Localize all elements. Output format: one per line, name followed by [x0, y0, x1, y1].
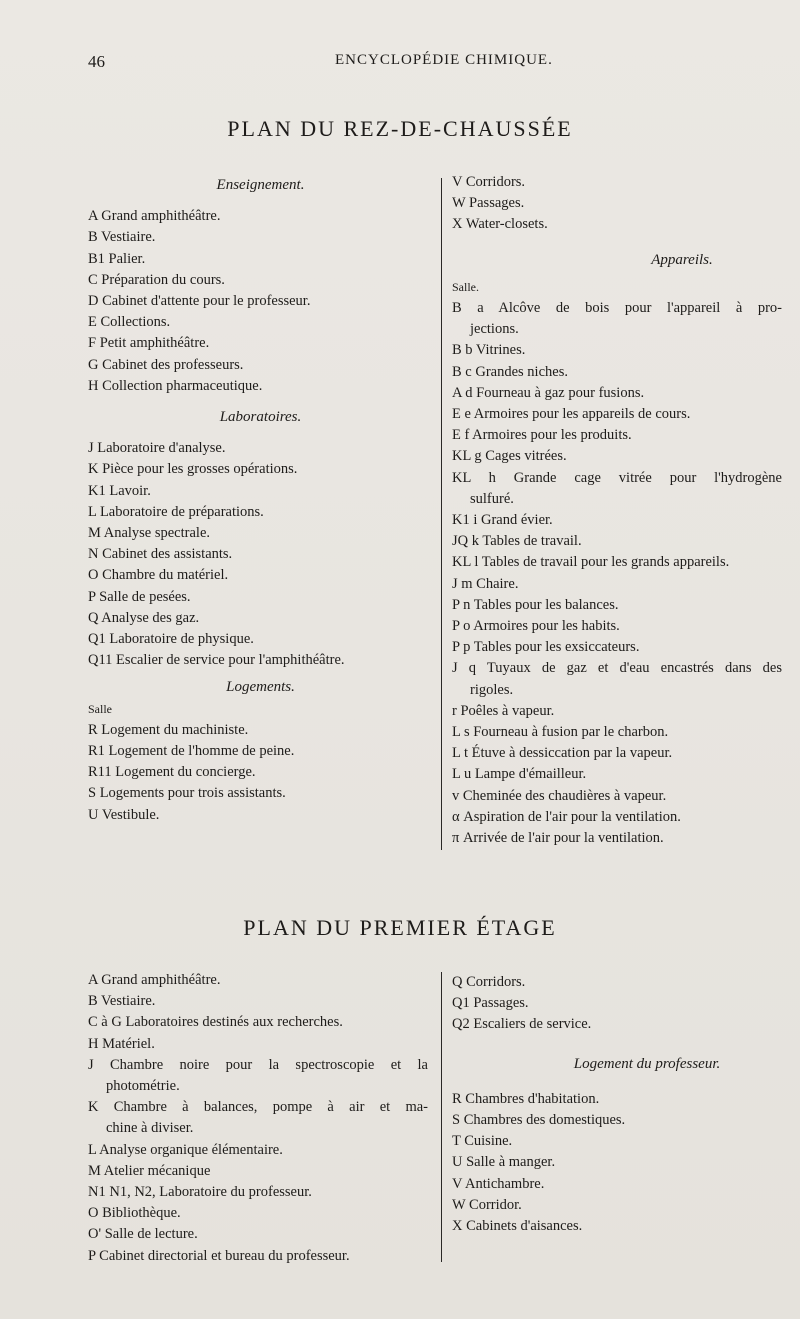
list-item: K Pièce pour les grosses opérations. [88, 461, 298, 478]
logement-professeur-heading: Logement du professeur. [573, 1055, 721, 1072]
list-item: X Water-closets. [452, 216, 548, 233]
list-item: R11 Logement du concierge. [88, 764, 256, 781]
first-floor-misc-list [452, 972, 782, 1036]
list-item: S Logements pour trois assistants. [88, 785, 286, 802]
list-item: W Passages. [452, 195, 525, 212]
list-item: O Chambre du matériel. [88, 567, 229, 584]
list-item: R1 Logement de l'homme de peine. [88, 743, 295, 760]
list-item: B c Grandes niches. [452, 363, 568, 380]
logements-subnote: Salle [88, 701, 112, 716]
ground-floor-right-column [452, 172, 782, 849]
list-item: K Chambre à balances, pompe à air et ma- [88, 1099, 428, 1116]
list-item: Q11 Escalier de service pour l'amphithéâtre. [88, 652, 345, 669]
list-item: jections. [470, 321, 519, 338]
list-item: r Poêles à vapeur. [452, 702, 555, 719]
first-floor-rooms-list [88, 970, 428, 1267]
appareils-list [452, 298, 782, 849]
list-item: F Petit amphithéâtre. [88, 335, 210, 352]
ground-floor-left-column [88, 175, 433, 826]
list-item: L Analyse organique élémentaire. [88, 1141, 283, 1158]
list-item: H Collection pharmaceutique. [88, 377, 263, 394]
column-divider-lower [441, 972, 442, 1262]
list-item: U Salle à manger. [452, 1154, 556, 1171]
list-item: V Corridors. [452, 174, 526, 190]
list-item: v Cheminée des chaudières à vapeur. [452, 787, 667, 804]
list-item: photométrie. [106, 1078, 180, 1095]
ground-floor-title: PLAN DU REZ-DE-CHAUSSÉE [227, 116, 573, 141]
list-item: A Grand amphithéâtre. [88, 208, 221, 225]
list-item: P Cabinet directorial et bureau du professeur. [88, 1247, 350, 1264]
list-item: H Matériel. [88, 1035, 155, 1052]
enseignement-heading: Enseignement. [216, 177, 305, 193]
list-item: W Corridor. [452, 1196, 522, 1213]
list-item: J q Tuyaux de gaz et d'eau encastrés dans des [452, 660, 782, 677]
list-item: L t Étuve à dessiccation par la vapeur. [452, 745, 673, 762]
list-item: C Préparation du cours. [88, 271, 225, 288]
list-item: L Laboratoire de préparations. [88, 503, 264, 520]
list-item: KL h Grande cage vitrée pour l'hydrogène [452, 469, 782, 486]
list-item: B Vestiaire. [88, 993, 156, 1010]
list-item: V Antichambre. [452, 1175, 545, 1192]
first-floor-left-column [88, 970, 428, 1267]
running-title: ENCYCLOPÉDIE CHIMIQUE. [335, 52, 553, 68]
list-item: α Aspiration de l'air pour la ventilation. [452, 808, 681, 825]
running-header [0, 52, 800, 76]
list-item: X Cabinets d'aisances. [452, 1218, 583, 1235]
list-item: KL g Cages vitrées. [452, 448, 567, 465]
list-item: B a Alcôve de bois pour l'appareil à pro- [452, 300, 782, 317]
column-divider [441, 178, 442, 850]
list-item: T Cuisine. [452, 1133, 513, 1150]
list-item: P o Armoires pour les habits. [452, 618, 620, 635]
list-item: J Laboratoire d'analyse. [88, 440, 226, 457]
list-item: A d Fourneau à gaz pour fusions. [452, 384, 645, 401]
list-item: P p Tables pour les exsiccateurs. [452, 639, 640, 656]
appareils-subnote: Salle. [452, 279, 479, 294]
list-item: JQ k Tables de travail. [452, 533, 582, 550]
laboratoires-heading: Laboratoires. [219, 409, 302, 426]
list-item: Q Corridors. [452, 974, 526, 990]
list-item: J Chambre noire pour la spectroscopie et la [88, 1056, 428, 1073]
list-item: R Logement du machiniste. [88, 721, 249, 738]
first-floor-right-column [452, 972, 782, 1237]
appareils-heading: Appareils. [651, 251, 713, 268]
list-item: K1 i Grand évier. [452, 512, 553, 529]
list-item: A Grand amphithéâtre. [88, 972, 221, 988]
list-item: M Atelier mécanique [88, 1162, 211, 1179]
list-item: J m Chaire. [452, 575, 519, 592]
list-item: B b Vitrines. [452, 342, 526, 359]
list-item: L s Fourneau à fusion par le charbon. [452, 724, 669, 741]
list-item: O Bibliothèque. [88, 1205, 181, 1222]
page-number: 46 [88, 52, 105, 71]
enseignement-list [88, 206, 433, 397]
list-item: L u Lampe d'émailleur. [452, 766, 587, 783]
list-item: R Chambres d'habitation. [452, 1090, 600, 1107]
list-item: M Analyse spectrale. [88, 525, 211, 542]
list-item: C à G Laboratoires destinés aux recherches. [88, 1014, 343, 1031]
list-item: Q2 Escaliers de service. [452, 1016, 592, 1033]
list-item: U Vestibule. [88, 806, 160, 823]
list-item: Q Analyse des gaz. [88, 609, 200, 626]
list-item: K1 Lavoir. [88, 482, 151, 499]
list-item: π Arrivée de l'air pour la ventilation. [452, 830, 664, 847]
list-item: G Cabinet des professeurs. [88, 356, 244, 373]
logement-professeur-list [452, 1089, 782, 1237]
list-item: B Vestiaire. [88, 229, 156, 246]
list-item: O' Salle de lecture. [88, 1226, 198, 1243]
first-floor-title: PLAN DU PREMIER ÉTAGE [243, 915, 557, 940]
list-item: Q1 Passages. [452, 995, 529, 1012]
list-item: sulfuré. [470, 490, 514, 507]
list-item: E f Armoires pour les produits. [452, 427, 632, 444]
laboratoires-list [88, 438, 433, 671]
list-item: KL l Tables de travail pour les grands appareils. [452, 554, 730, 571]
list-item: N Cabinet des assistants. [88, 546, 233, 563]
logements-list [88, 720, 433, 826]
list-item: rigoles. [470, 681, 514, 698]
list-item: B1 Palier. [88, 250, 146, 267]
ground-floor-misc-list [452, 172, 782, 236]
logements-heading: Logements. [226, 679, 295, 696]
list-item: P n Tables pour les balances. [452, 596, 619, 613]
list-item: D Cabinet d'attente pour le professeur. [88, 293, 311, 310]
list-item: S Chambres des domestiques. [452, 1112, 626, 1129]
list-item: P Salle de pesées. [88, 588, 191, 605]
list-item: N1 N1, N2, Laboratoire du professeur. [88, 1184, 312, 1201]
list-item: chine à diviser. [106, 1120, 194, 1137]
list-item: Q1 Laboratoire de physique. [88, 631, 254, 648]
list-item: E Collections. [88, 314, 171, 331]
list-item: E e Armoires pour les appareils de cours. [452, 406, 691, 423]
